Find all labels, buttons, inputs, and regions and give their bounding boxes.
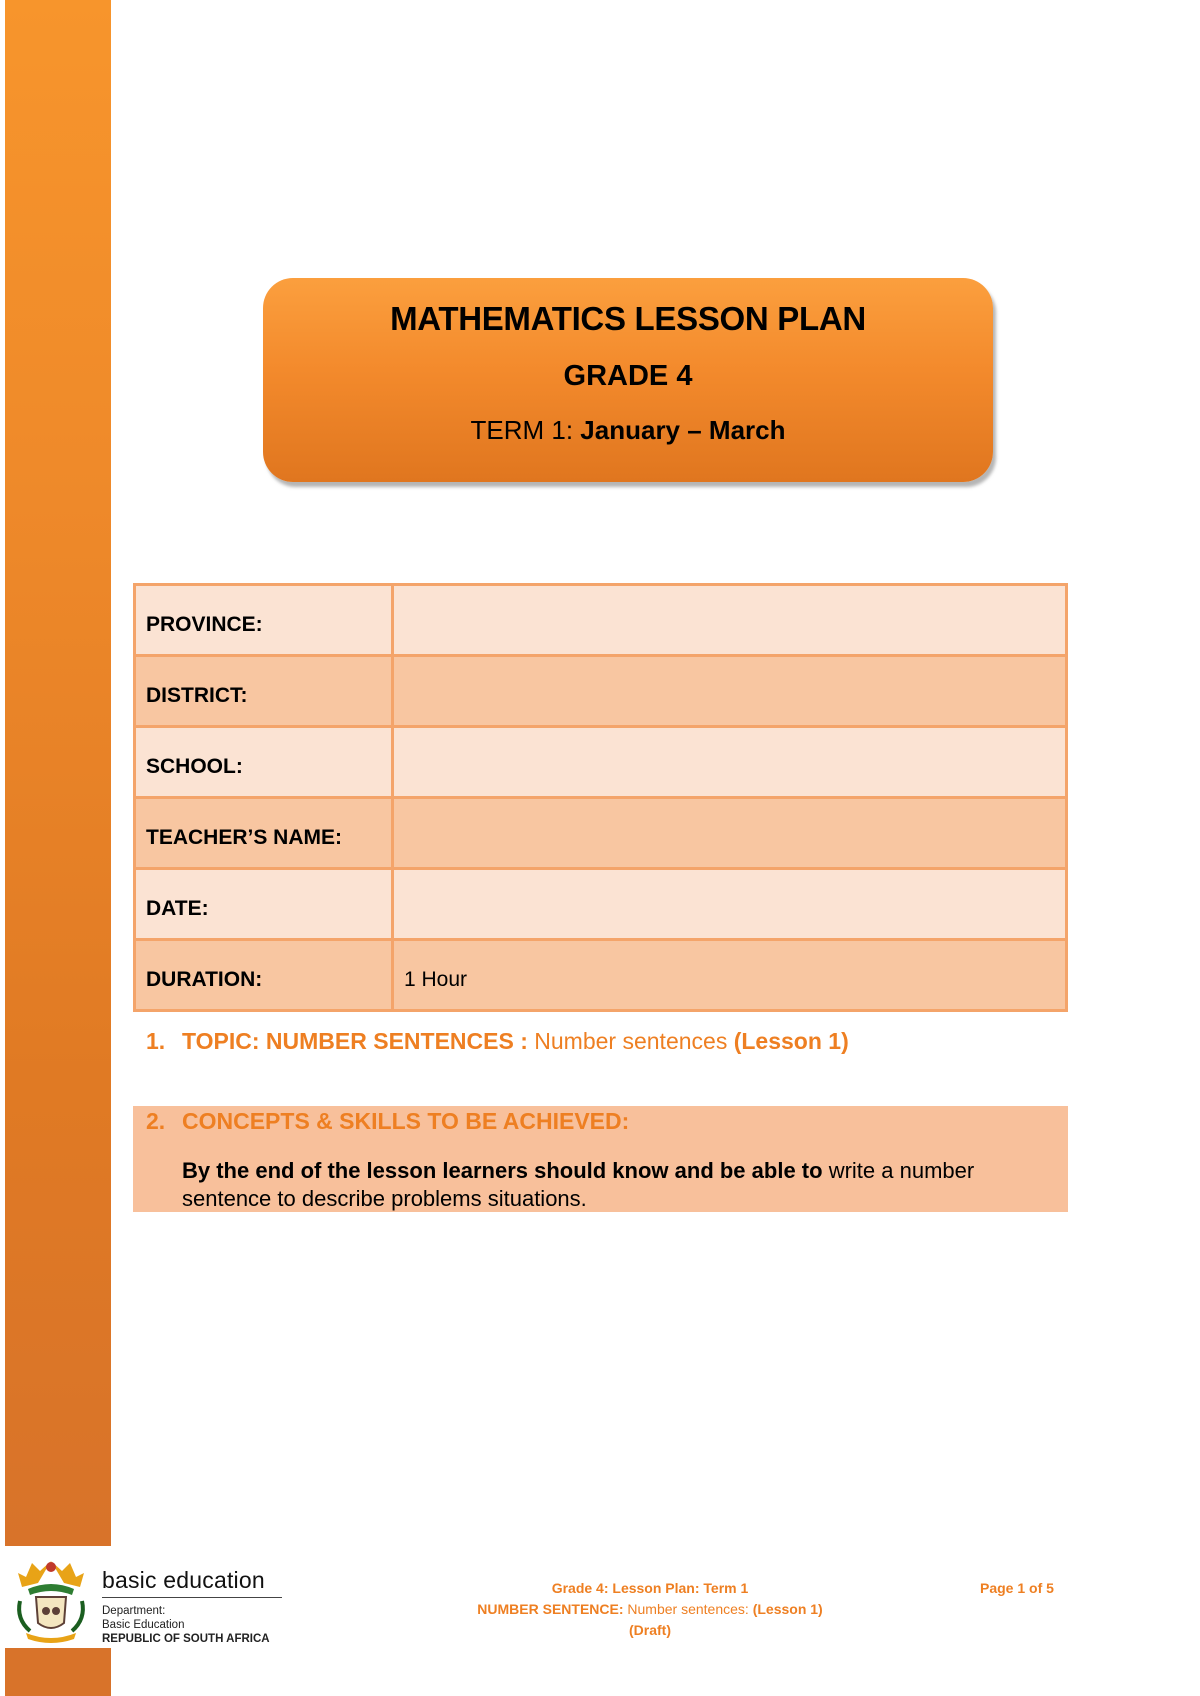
table-row xyxy=(135,798,1067,869)
date-field[interactable] xyxy=(393,869,1067,940)
sidebar-decoration-bottom xyxy=(5,1648,111,1696)
footer-info xyxy=(440,1578,860,1641)
table-row xyxy=(135,869,1067,940)
topic-line xyxy=(146,1028,849,1055)
coat-of-arms-icon xyxy=(10,1553,92,1648)
logo-department: Department: xyxy=(102,1605,166,1617)
topic-label: TOPIC: NUMBER SENTENCES : xyxy=(182,1028,528,1054)
duration-value: 1 Hour xyxy=(393,940,1067,1011)
concepts-heading-text: CONCEPTS & SKILLS TO BE ACHIEVED: xyxy=(182,1108,630,1134)
topic-lesson: (Lesson 1) xyxy=(733,1028,849,1054)
district-field[interactable] xyxy=(393,656,1067,727)
province-field[interactable] xyxy=(393,585,1067,656)
page-number: Page 1 of 5 xyxy=(980,1580,1054,1596)
footer-line-2-light: Number sentences: xyxy=(627,1601,749,1617)
topic-subject: Number sentences xyxy=(534,1028,728,1054)
date-label: DATE: xyxy=(135,869,393,940)
sidebar-decoration xyxy=(5,0,111,1546)
table-row xyxy=(135,727,1067,798)
concepts-bold-text: By the end of the lesson learners should know and be able to xyxy=(182,1158,823,1183)
footer-line-2-lesson: (Lesson 1) xyxy=(752,1601,823,1617)
footer-line-2 xyxy=(440,1599,860,1620)
duration-label: DURATION: xyxy=(135,940,393,1011)
school-field[interactable] xyxy=(393,727,1067,798)
teacher-name-label: TEACHER’S NAME: xyxy=(135,798,393,869)
logo-basic-education: Basic Education xyxy=(102,1619,185,1631)
table-row xyxy=(135,585,1067,656)
grade-label: GRADE 4 xyxy=(563,360,693,392)
term-period: January – March xyxy=(580,415,786,445)
logo-title: basic education xyxy=(102,1567,265,1593)
term-label: TERM 1: xyxy=(470,415,574,445)
table-row xyxy=(135,940,1067,1011)
table-row xyxy=(135,656,1067,727)
province-label: PROVINCE: xyxy=(135,585,393,656)
footer-line-1: Grade 4: Lesson Plan: Term 1 xyxy=(551,1580,749,1596)
logo-divider xyxy=(102,1597,282,1598)
document-title: MATHEMATICS LESSON PLAN xyxy=(390,300,866,337)
concepts-section xyxy=(133,1106,1068,1212)
topic-number: 1. xyxy=(146,1028,166,1054)
logo-text xyxy=(102,1567,282,1646)
school-label: SCHOOL: xyxy=(135,727,393,798)
footer-line-2-bold: NUMBER SENTENCE: xyxy=(477,1601,624,1617)
title-banner xyxy=(263,278,993,482)
logo-republic: REPUBLIC OF SOUTH AFRICA xyxy=(102,1633,270,1645)
info-table xyxy=(133,583,1068,1012)
term-line xyxy=(263,415,993,446)
footer-line-3: (Draft) xyxy=(629,1622,671,1638)
district-label: DISTRICT: xyxy=(135,656,393,727)
concepts-number: 2. xyxy=(146,1108,166,1134)
concepts-heading xyxy=(146,1108,629,1135)
teacher-name-field[interactable] xyxy=(393,798,1067,869)
department-logo xyxy=(10,1553,295,1648)
concepts-plain-text: write a number sentence to describe problems situations. xyxy=(182,1158,975,1211)
concepts-body xyxy=(182,1157,1062,1213)
